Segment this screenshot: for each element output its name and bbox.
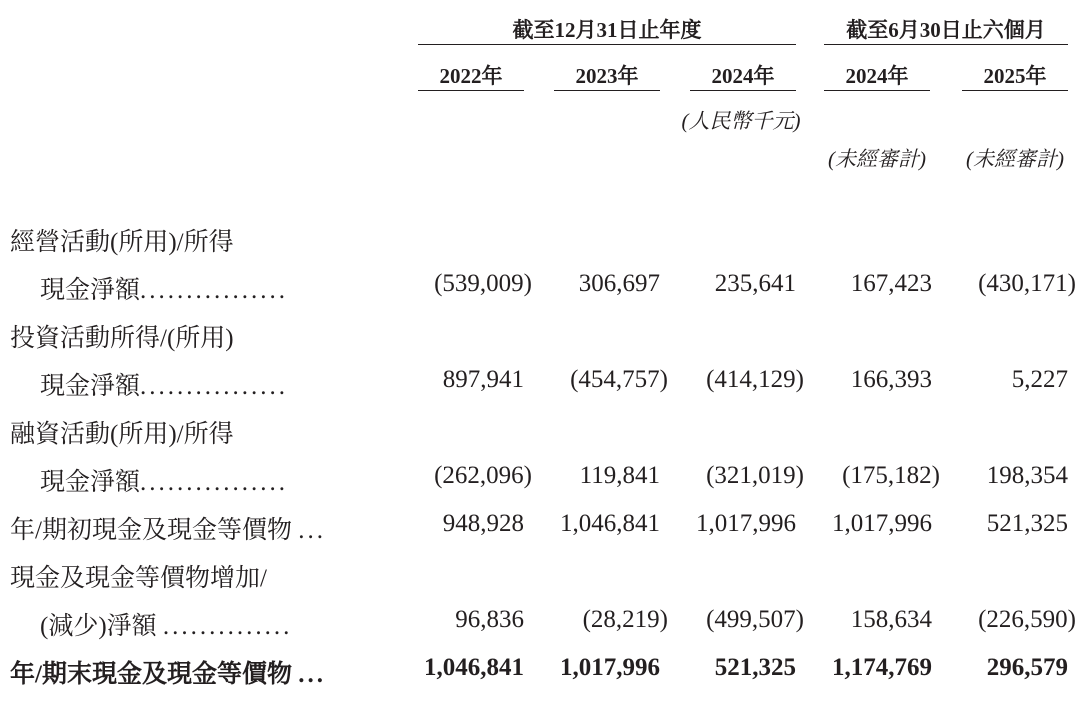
- value-cell: 198,354: [986, 462, 1068, 489]
- value-cell: (226,590): [978, 606, 1076, 633]
- value-cell: 166,393: [850, 366, 932, 393]
- value-cell: (28,219): [582, 606, 668, 633]
- year-rule-2023: [554, 90, 660, 91]
- unaudited-note-2024: (未經審計): [828, 147, 926, 171]
- leader-dots: ...: [298, 517, 326, 544]
- currency-note: (人民幣千元): [681, 109, 801, 133]
- year-header-2022: 2022年: [439, 64, 503, 88]
- row-label-investing: 投資活動所得/(所用): [10, 325, 234, 352]
- value-cell: 5,227: [1011, 366, 1068, 393]
- leader-dots: ...: [298, 661, 326, 688]
- value-cell: 96,836: [455, 606, 524, 633]
- value-cell: 158,634: [850, 606, 932, 633]
- value-cell: 119,841: [579, 462, 660, 489]
- value-cell: (414,129): [706, 366, 804, 393]
- row-sublabel-financing: 現金淨額................: [40, 469, 289, 496]
- value-cell: 1,017,996: [696, 510, 796, 537]
- row-sublabel-net-change: (減少)淨額 ..............: [40, 613, 293, 640]
- year-header-2024-interim: 2024年: [845, 64, 909, 88]
- year-rule-2025-interim: [962, 90, 1068, 91]
- value-cell: 1,046,841: [424, 654, 524, 681]
- year-header-2025-interim: 2025年: [983, 64, 1047, 88]
- value-cell: 897,941: [442, 366, 524, 393]
- leader-dots: ..............: [162, 613, 293, 640]
- value-cell: 167,423: [850, 270, 932, 297]
- column-group-annual: 截至12月31日止年度: [512, 18, 702, 42]
- value-cell: 521,325: [986, 510, 1068, 537]
- row-label-operating: 經營活動(所用)/所得: [10, 229, 234, 256]
- value-cell: 1,174,769: [832, 654, 932, 681]
- group-interim-rule: [824, 44, 1068, 45]
- year-header-2024: 2024年: [711, 64, 775, 88]
- value-cell: 1,017,996: [832, 510, 932, 537]
- value-cell: 1,017,996: [560, 654, 660, 681]
- value-cell: 1,046,841: [560, 510, 660, 537]
- row-sublabel-investing: 現金淨額................: [40, 373, 289, 400]
- unaudited-note-2025: (未經審計): [966, 147, 1064, 171]
- value-cell: 235,641: [714, 270, 796, 297]
- value-cell: (321,019): [706, 462, 804, 489]
- leader-dots: ................: [140, 373, 289, 400]
- row-label-financing: 融資活動(所用)/所得: [10, 421, 234, 448]
- column-group-interim: 截至6月30日止六個月: [846, 18, 1046, 42]
- value-cell: 948,928: [442, 510, 524, 537]
- value-cell: 521,325: [714, 654, 796, 681]
- year-rule-2024-interim: [824, 90, 930, 91]
- value-cell: (262,096): [434, 462, 532, 489]
- value-cell: (539,009): [434, 270, 532, 297]
- row-label-net-change: 現金及現金等價物增加/: [10, 565, 267, 592]
- value-cell: (175,182): [842, 462, 940, 489]
- leader-dots: ................: [140, 277, 289, 304]
- value-cell: (499,507): [706, 606, 804, 633]
- value-cell: 306,697: [578, 270, 660, 297]
- leader-dots: ................: [140, 469, 289, 496]
- year-rule-2022: [418, 90, 524, 91]
- year-header-2023: 2023年: [575, 64, 639, 88]
- row-label-opening-cash: 年/期初現金及現金等價物 ...: [10, 517, 326, 544]
- group-annual-rule: [418, 44, 796, 45]
- year-rule-2024: [690, 90, 796, 91]
- value-cell: 296,579: [986, 654, 1068, 681]
- row-label-closing-cash: 年/期末現金及現金等價物 ...: [10, 661, 326, 688]
- value-cell: (454,757): [570, 366, 668, 393]
- value-cell: (430,171): [978, 270, 1076, 297]
- row-sublabel-operating: 現金淨額................: [40, 277, 289, 304]
